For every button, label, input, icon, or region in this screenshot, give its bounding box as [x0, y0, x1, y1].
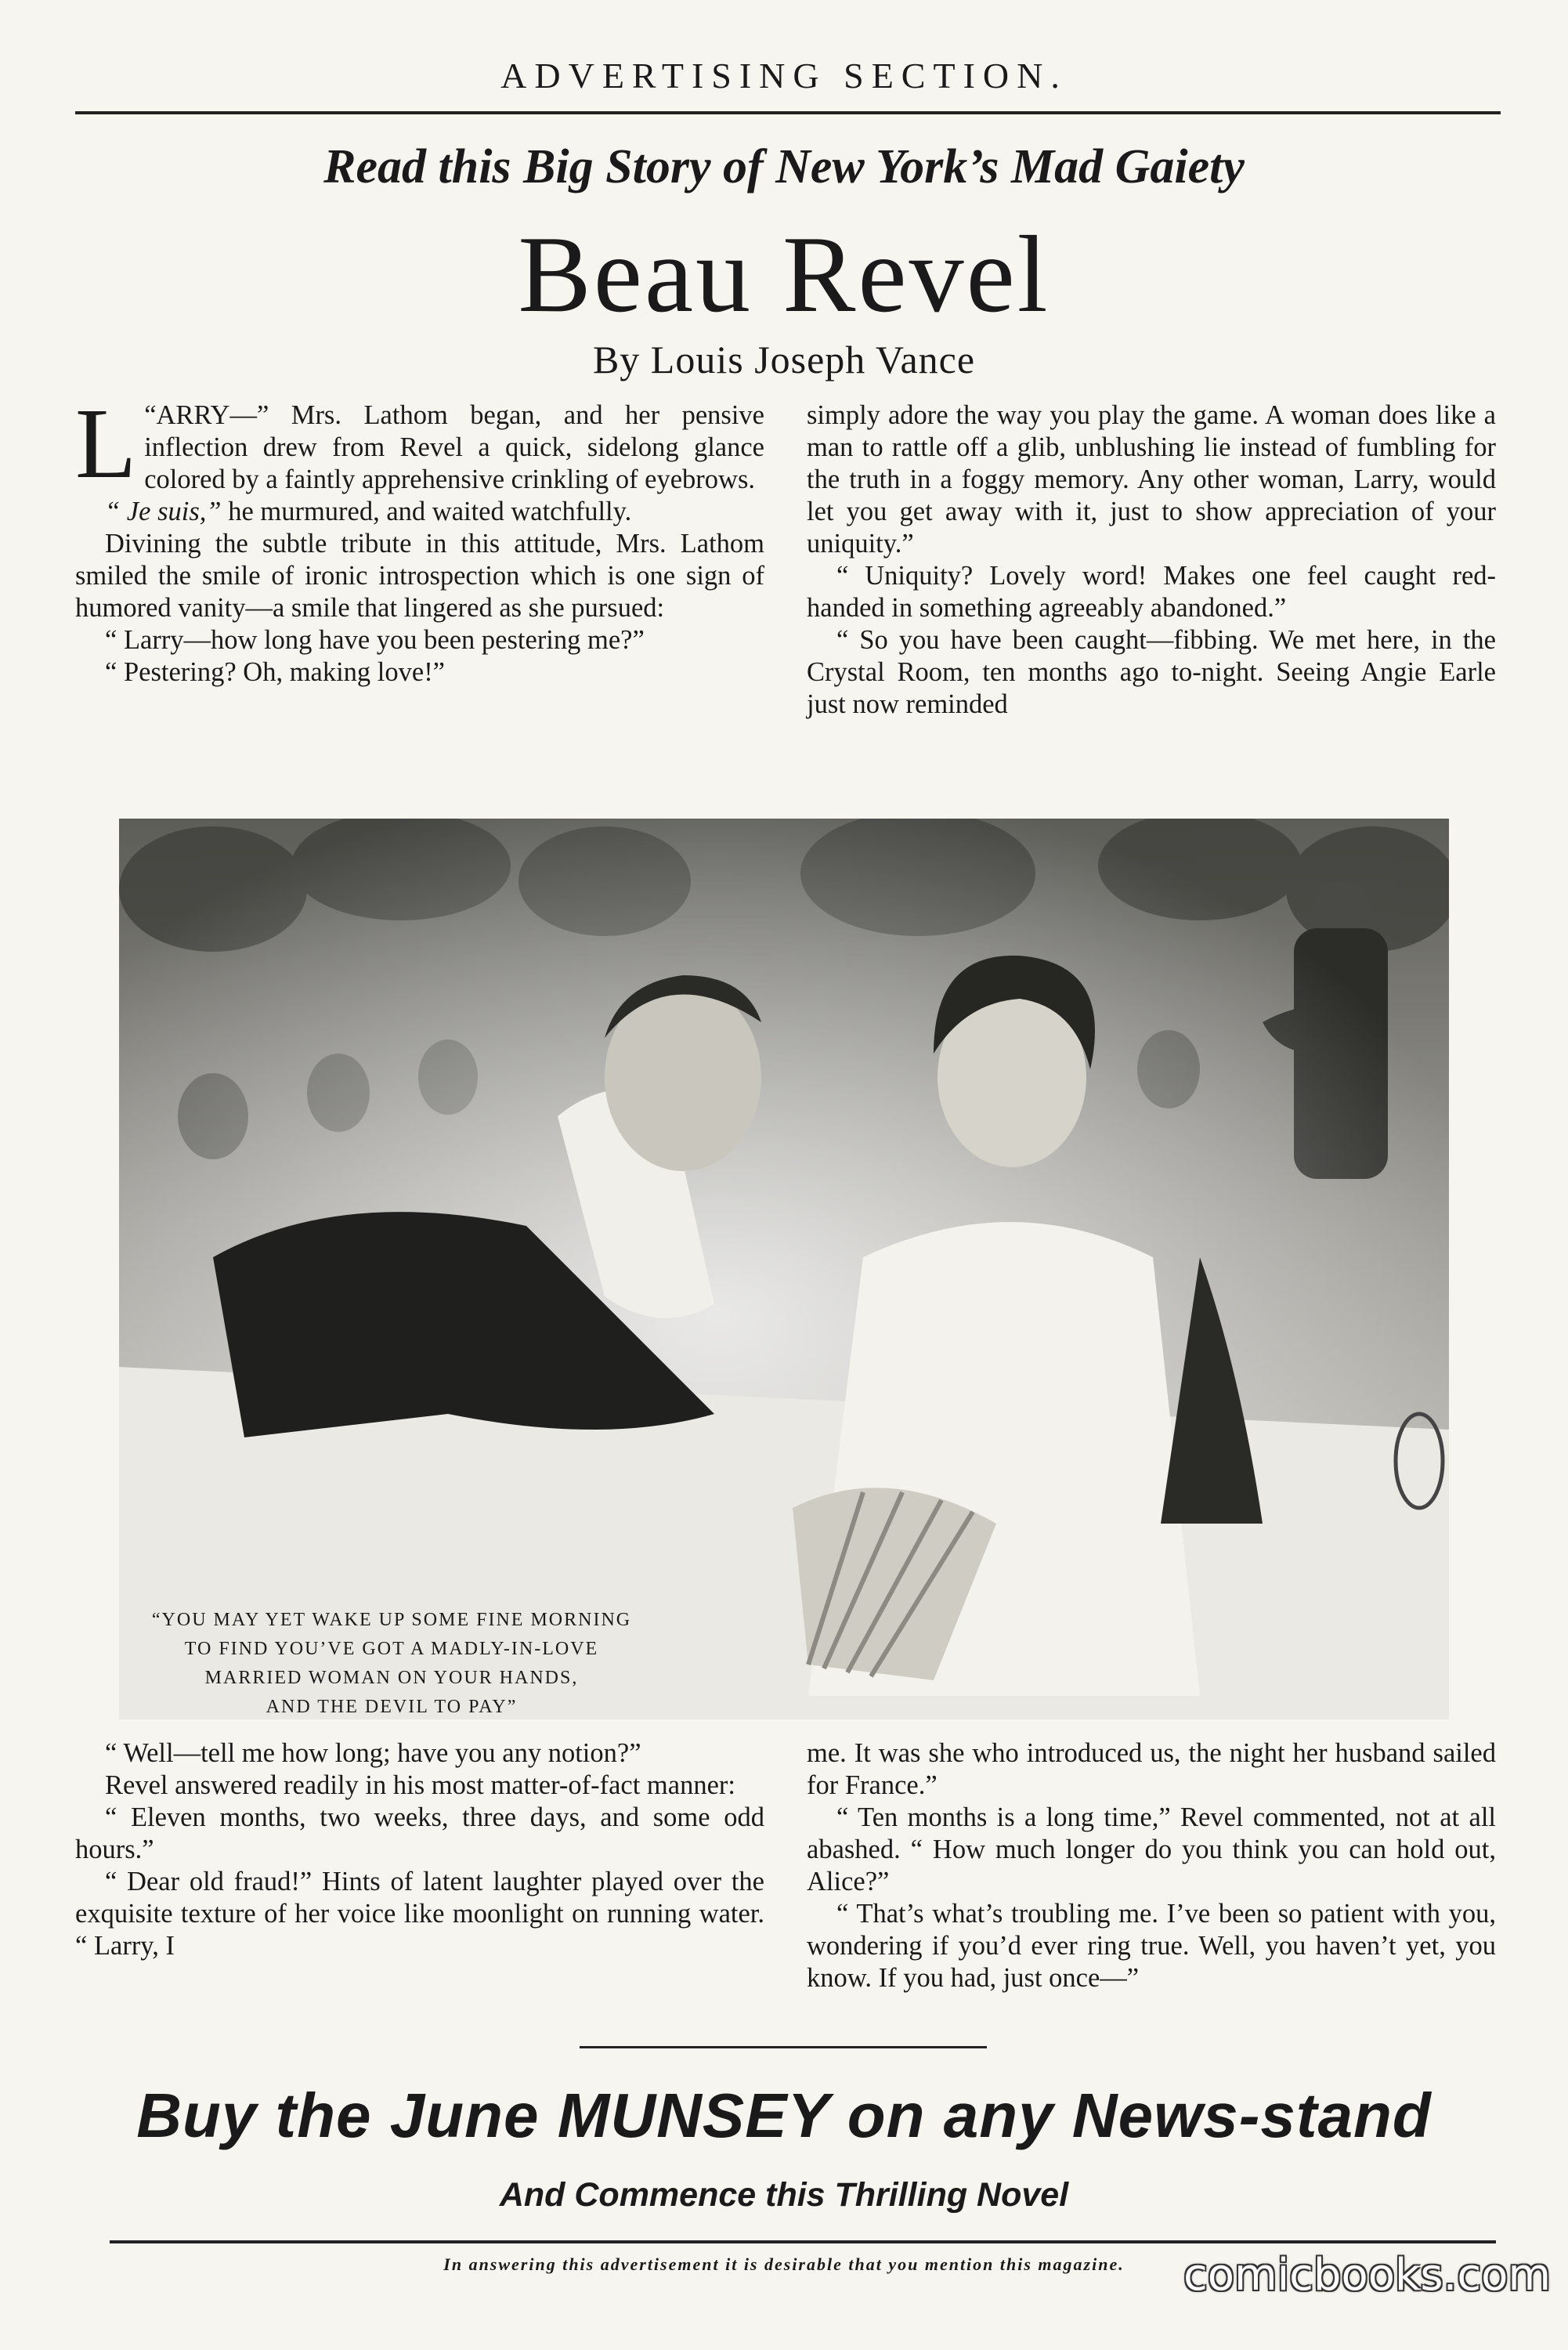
- paragraph: “ Eleven months, two weeks, three days, and some odd hours.”: [75, 1802, 764, 1864]
- paragraph: [75, 496, 764, 528]
- caption-line: “YOU MAY YET WAKE UP SOME FINE MORNING: [151, 1610, 632, 1630]
- story-title: Beau Revel: [518, 214, 1050, 335]
- promo-title: Buy the June MUNSEY on any News-stand: [136, 2081, 1432, 2150]
- footer-note: In answering this advertisement it is desirable that you mention this magazine.: [443, 2254, 1125, 2274]
- paragraph: “ Dear old fraud!” Hints of latent laughter played over the exquisite texture of her voice like moonlight on running water. “ Larry, I: [75, 1867, 764, 1961]
- drop-cap: L: [75, 388, 137, 499]
- caption-line: AND THE DEVIL TO PAY”: [266, 1697, 518, 1717]
- paragraph: Revel answered readily in his most matter-of-fact manner:: [105, 1770, 735, 1800]
- paragraph: Divining the subtle tribute in this attitude, Mrs. Lathom smiled the smile of ironic introspection which is one sign of humored vanity—a smile that lingered as she pursued:: [75, 529, 764, 623]
- paragraph: [75, 388, 764, 499]
- paragraph: “ Well—tell me how long; have you any notion?”: [105, 1738, 641, 1768]
- caption-line: TO FIND YOU’VE GOT A MADLY-IN-LOVE: [184, 1639, 599, 1659]
- paragraph-text: he murmured, and waited watchfully.: [221, 497, 632, 526]
- paragraph: “ Pestering? Oh, making love!”: [105, 657, 445, 687]
- footer-rule: [110, 2240, 1496, 2243]
- story-illustration: [119, 819, 1449, 1719]
- open-quote: “: [144, 400, 157, 430]
- byline: By Louis Joseph Vance: [592, 338, 976, 381]
- section-header: ADVERTISING SECTION.: [500, 56, 1068, 96]
- promo-rule: [580, 2046, 987, 2048]
- caption-line: MARRIED WOMAN ON YOUR HANDS,: [204, 1668, 579, 1688]
- story-column-left-bottom: [75, 1737, 764, 1962]
- header-rule: [75, 111, 1501, 114]
- paragraph: me. It was she who introduced us, the night her husband sailed for France.”: [807, 1738, 1496, 1800]
- story-column-left-top: [75, 388, 764, 689]
- paragraph: “ Ten months is a long time,” Revel commented, not at all abashed. “ How much longer do you think you can hold out, Alice?”: [807, 1802, 1496, 1896]
- promo-subtitle: And Commence this Thrilling Novel: [499, 2176, 1069, 2214]
- story-column-right-top: [807, 400, 1496, 721]
- paragraph: “ So you have been caught—fibbing. We met here, in the Crystal Room, ten months ago to-night. Seeing Angie Earle just now reminded: [807, 625, 1496, 719]
- italic-phrase: “ Je suis,”: [105, 497, 222, 526]
- headline: Read this Big Story of New York’s Mad Gaiety: [323, 140, 1245, 193]
- paragraph: “ That’s what’s troubling me. I’ve been so patient with you, wondering if you’d ever ring true. Well, you haven’t yet, you know. If you had, just once—”: [807, 1899, 1496, 1993]
- illustration-caption: [94, 1606, 689, 1722]
- watermark: comicbooks.com: [1183, 2250, 1551, 2301]
- story-column-right-bottom: [807, 1737, 1496, 1994]
- paragraph-text: ARRY—” Mrs. Lathom began, and her pensive inflection drew from Revel a quick, sidelong glance colored by a faintly apprehensive crinkling of eyebrows.: [144, 400, 764, 494]
- paragraph: “ Uniquity? Lovely word! Makes one feel caught red-handed in something agreeably abandoned.”: [807, 561, 1496, 623]
- paragraph: simply adore the way you play the game. A woman does like a man to rattle off a glib, unblushing lie instead of fumbling for the truth in a foggy memory. Any other woman, Larry, would let you get away with it, just to show appreciation of your uniquity.”: [807, 400, 1496, 559]
- paragraph: “ Larry—how long have you been pestering me?”: [105, 625, 645, 655]
